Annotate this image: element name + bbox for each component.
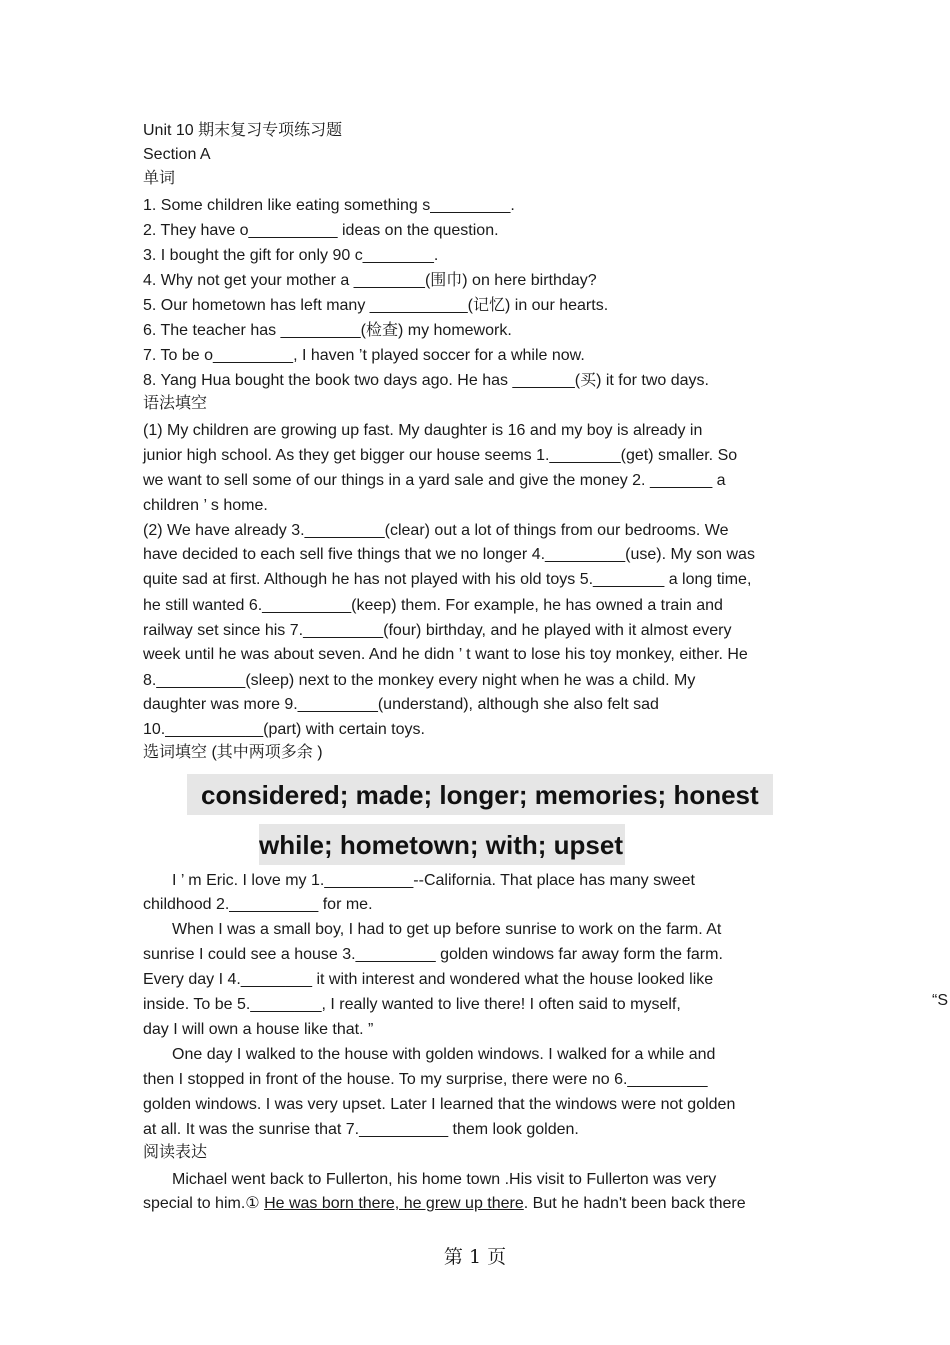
grammar-line: 8.__________(sleep) next to the monkey every night when he was a child. My bbox=[143, 672, 696, 689]
grammar-line: he still wanted 6.__________(keep) them. For example, he has owned a train and bbox=[143, 597, 723, 614]
word-choice-line: golden windows. I was very upset. Later I learned that the windows were not golden bbox=[143, 1096, 736, 1113]
grammar-line: (1) My children are growing up fast. My daughter is 16 and my boy is already in bbox=[143, 422, 703, 439]
underlined-sentence: He was born there, he grew up there bbox=[264, 1195, 524, 1212]
vocab-item: 7. To be o_________, I haven ’t played soccer for a while now. bbox=[143, 347, 585, 364]
reading-heading: 阅读表达 bbox=[143, 1144, 208, 1161]
word-choice-line: When I was a small boy, I had to get up before sunrise to work on the farm. At bbox=[172, 921, 722, 938]
grammar-line: we want to sell some of our things in a yard sale and give the money 2. _______ a bbox=[143, 472, 726, 489]
reading-line-end: . But he hadn't been back there bbox=[523, 1195, 746, 1212]
word-choice-line: Every day I 4.________ it with interest and wondered what the house looked like bbox=[143, 971, 714, 988]
quote-mark-fragment: “S bbox=[932, 992, 948, 1009]
grammar-heading: 语法填空 bbox=[143, 395, 208, 412]
vocab-item: 5. Our hometown has left many ___________(记忆) in our hearts. bbox=[143, 297, 609, 314]
grammar-line: (2) We have already 3._________(clear) out a lot of things from our bedrooms. We bbox=[143, 522, 729, 539]
grammar-line: railway set since his 7._________(four) birthday, and he played with it almost every bbox=[143, 622, 732, 639]
section-label: Section A bbox=[143, 146, 211, 163]
word-bank-line-2: while; hometown; with; upset bbox=[259, 824, 625, 865]
page-number: 第 1 页 bbox=[443, 1246, 507, 1268]
word-bank-line-1: considered; made; longer; memories; honest bbox=[187, 774, 773, 815]
word-choice-line: childhood 2.__________ for me. bbox=[143, 896, 373, 913]
word-choice-line: One day I walked to the house with golden windows. I walked for a while and bbox=[172, 1046, 716, 1063]
word-choice-line: I ’ m Eric. I love my 1.__________--California. That place has many sweet bbox=[172, 872, 695, 889]
vocab-item: 2. They have o__________ ideas on the question. bbox=[143, 222, 499, 239]
grammar-line: quite sad at first. Although he has not played with his old toys 5.________ a long time, bbox=[143, 571, 752, 588]
vocab-item: 3. I bought the gift for only 90 c________. bbox=[143, 247, 439, 264]
reading-line bbox=[143, 1194, 746, 1214]
grammar-line: daughter was more 9._________(understand), although she also felt sad bbox=[143, 696, 659, 713]
document-title: Unit 10 期末复习专项练习题 bbox=[143, 122, 343, 139]
word-choice-line: day I will own a house like that. ” bbox=[143, 1021, 374, 1038]
grammar-line: children ’ s home. bbox=[143, 497, 268, 514]
grammar-line: junior high school. As they get bigger our house seems 1.________(get) smaller. So bbox=[143, 447, 738, 464]
vocab-item: 8. Yang Hua bought the book two days ago. He has _______(买) it for two days. bbox=[143, 372, 709, 389]
vocab-item: 4. Why not get your mother a ________(围巾) on here birthday? bbox=[143, 272, 597, 289]
vocab-heading: 单词 bbox=[143, 170, 176, 187]
word-choice-line: sunrise I could see a house 3._________ golden windows far away form the farm. bbox=[143, 946, 723, 963]
grammar-line: week until he was about seven. And he didn ’ t want to lose his toy monkey, either. He bbox=[143, 646, 748, 663]
word-choice-line: then I stopped in front of the house. To my surprise, there were no 6._________ bbox=[143, 1071, 708, 1088]
word-choice-line: inside. To be 5.________, I really wanted to live there! I often said to myself, bbox=[143, 996, 681, 1013]
reading-line-start: special to him.① bbox=[143, 1195, 265, 1212]
grammar-line: have decided to each sell five things that we no longer 4._________(use). My son was bbox=[143, 546, 755, 563]
grammar-line: 10.___________(part) with certain toys. bbox=[143, 721, 425, 738]
word-choice-line: at all. It was the sunrise that 7.__________ them look golden. bbox=[143, 1121, 579, 1138]
vocab-item: 1. Some children like eating something s_________. bbox=[143, 197, 515, 214]
word-choice-heading: 选词填空 (其中两项多余 ) bbox=[143, 744, 323, 761]
reading-line: Michael went back to Fullerton, his home town .His visit to Fullerton was very bbox=[172, 1171, 717, 1188]
vocab-item: 6. The teacher has _________(检查) my homework. bbox=[143, 322, 512, 339]
